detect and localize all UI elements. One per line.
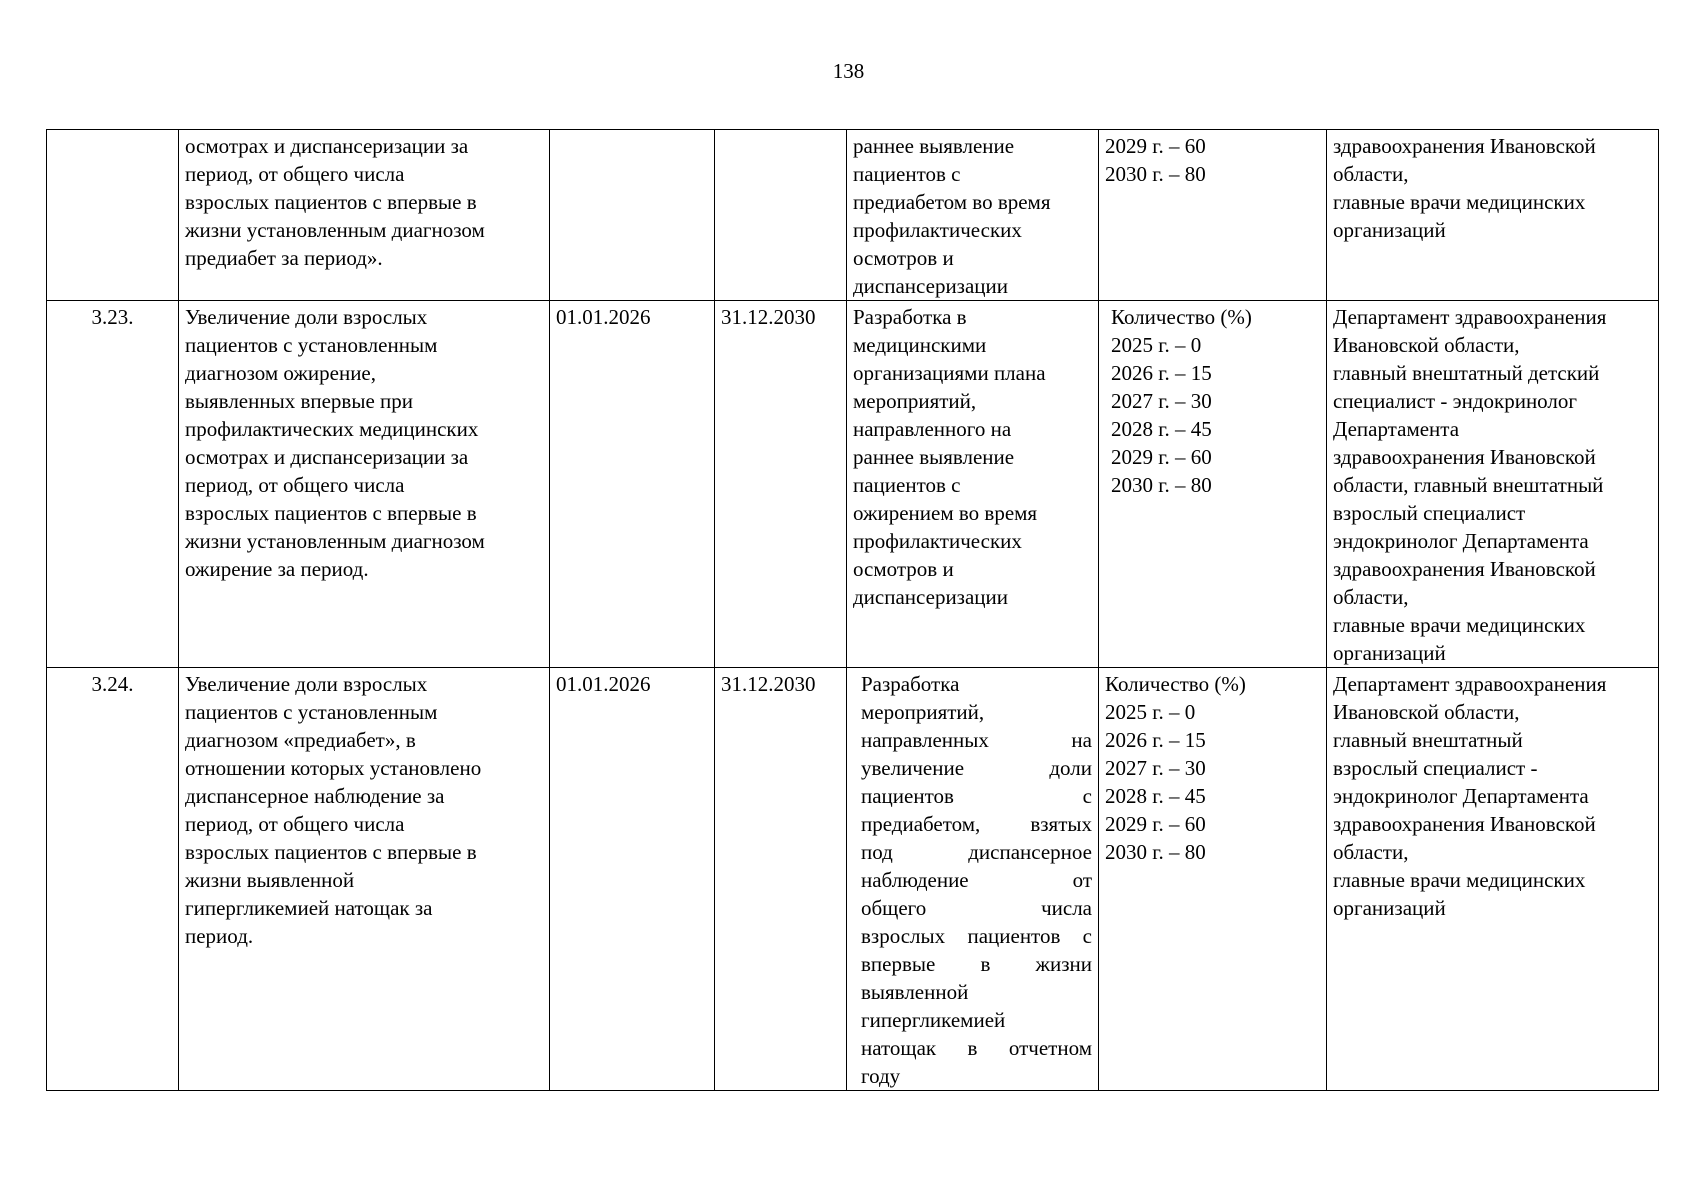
measure-cell-line: направленного на [853, 417, 1012, 441]
responsible-cell-line: организаций [1333, 218, 1446, 242]
measure-cell-line: диспансеризации [853, 274, 1009, 298]
measure-cell-line: ожирением во время [853, 501, 1038, 525]
responsible-cell-line: взрослый специалист - [1333, 756, 1538, 780]
table-row-3-23 [47, 301, 1659, 668]
description-cell-line: осмотрах и диспансеризации за [185, 134, 469, 158]
end-date-cell [715, 668, 847, 1091]
measure-cell-line: мероприятий, [853, 389, 977, 413]
description-cell-line: осмотрах и диспансеризации за [185, 445, 469, 469]
measure-cell [847, 668, 1099, 1091]
responsible-cell-line: эндокринолог Департамента [1333, 529, 1589, 553]
measure-cell-line: предиабетом, взятых [861, 812, 1092, 836]
description-cell [179, 301, 550, 668]
indicator-cell-line: 2029 г. – 60 [1111, 445, 1212, 469]
description-cell-line: взрослых пациентов с впервые в [185, 840, 477, 864]
end-date-cell-text: 31.12.2030 [721, 305, 816, 329]
responsible-cell [1327, 130, 1659, 301]
measure-cell-line: направленных на [861, 728, 1092, 752]
indicator-cell-line: Количество (%) [1111, 305, 1252, 329]
start-date-cell-text: 01.01.2026 [556, 672, 651, 696]
measure-cell-line: гипергликемией [861, 1008, 1006, 1032]
responsible-cell-line: Ивановской области, [1333, 700, 1520, 724]
description-cell-line: профилактических медицинских [185, 417, 479, 441]
measure-cell-line: взрослых пациентов с [861, 924, 1092, 948]
description-cell-line: жизни установленным диагнозом [185, 529, 485, 553]
end-date-cell [715, 130, 847, 301]
measure-cell-line: году [861, 1064, 901, 1088]
indicator-cell-line: 2028 г. – 45 [1111, 417, 1212, 441]
responsible-cell-line: области, главный внештатный [1333, 473, 1604, 497]
description-cell-line: период. [185, 924, 254, 948]
start-date-cell-text: 01.01.2026 [556, 305, 651, 329]
measure-cell-line: наблюдение от [861, 868, 1092, 892]
measure-cell-line: пациентов с [853, 473, 961, 497]
table-row-3-24 [47, 668, 1659, 1091]
indicator-cell-line: 2026 г. – 15 [1105, 728, 1206, 752]
indicator-cell-line: 2025 г. – 0 [1111, 333, 1202, 357]
description-cell-line: гипергликемией натощак за [185, 896, 433, 920]
row-number-cell [47, 130, 179, 301]
measures-table [46, 129, 1659, 1091]
measure-cell [847, 130, 1099, 301]
responsible-cell-line: специалист - эндокринолог [1333, 389, 1578, 413]
measure-cell-line: профилактических [853, 218, 1022, 242]
responsible-cell-line: здравоохранения Ивановской [1333, 557, 1596, 581]
measure-cell-line: натощак в отчетном [861, 1036, 1092, 1060]
responsible-cell-line: Департамент здравоохранения [1333, 305, 1607, 329]
indicator-cell-line: 2027 г. – 30 [1105, 756, 1206, 780]
measure-cell-line: профилактических [853, 529, 1022, 553]
measure-cell-line: выявленной [861, 980, 969, 1004]
responsible-cell-line: Ивановской области, [1333, 333, 1520, 357]
description-cell [179, 668, 550, 1091]
responsible-cell-line: области, [1333, 585, 1409, 609]
description-cell-line: отношении которых установлено [185, 756, 482, 780]
table-row-continued [47, 130, 1659, 301]
start-date-cell [550, 668, 715, 1091]
responsible-cell-line: здравоохранения Ивановской [1333, 445, 1596, 469]
measure-cell-line: Разработка [861, 672, 960, 696]
indicator-cell [1099, 668, 1327, 1091]
measure-cell-line: пациентов с [853, 162, 961, 186]
description-cell-line: диагнозом «предиабет», в [185, 728, 416, 752]
responsible-cell-line: области, [1333, 162, 1409, 186]
measure-cell-line: организациями плана [853, 361, 1046, 385]
measure-cell-line: раннее выявление [853, 134, 1015, 158]
row-number-cell [47, 668, 179, 1091]
indicator-cell-line: 2025 г. – 0 [1105, 700, 1196, 724]
description-cell-line: диспансерное наблюдение за [185, 784, 445, 808]
description-cell-line: жизни выявленной [185, 868, 355, 892]
measure-cell [847, 301, 1099, 668]
responsible-cell-line: главный внештатный [1333, 728, 1523, 752]
description-cell-line: период, от общего числа [185, 812, 405, 836]
responsible-cell-line: здравоохранения Ивановской [1333, 812, 1596, 836]
start-date-cell [550, 301, 715, 668]
page-number: 138 [832, 59, 865, 83]
description-cell-line: Увеличение доли взрослых [185, 672, 428, 696]
measure-cell-line: под диспансерное [861, 840, 1092, 864]
responsible-cell-line: главные врачи медицинских [1333, 868, 1586, 892]
responsible-cell-line: главный внештатный детский [1333, 361, 1600, 385]
measure-cell-line: пациентов с [861, 784, 1092, 808]
row-number-cell-text: 3.23. [91, 305, 134, 329]
description-cell-line: ожирение за период. [185, 557, 369, 581]
description-cell-line: период, от общего числа [185, 473, 405, 497]
responsible-cell-line: области, [1333, 840, 1409, 864]
row-number-cell-text: 3.24. [91, 672, 134, 696]
measure-cell-line: раннее выявление [853, 445, 1015, 469]
responsible-cell-line: главные врачи медицинских [1333, 190, 1586, 214]
measure-cell-line: общего числа [861, 896, 1092, 920]
responsible-cell-line: организаций [1333, 896, 1446, 920]
start-date-cell [550, 130, 715, 301]
indicator-cell-line: 2026 г. – 15 [1111, 361, 1212, 385]
measure-cell-line: предиабетом во время [853, 190, 1051, 214]
description-cell-line: пациентов с установленным [185, 333, 438, 357]
indicator-cell-line: 2028 г. – 45 [1105, 784, 1206, 808]
description-cell-line: пациентов с установленным [185, 700, 438, 724]
responsible-cell-line: взрослый специалист [1333, 501, 1526, 525]
indicator-cell [1099, 301, 1327, 668]
indicator-cell-line: 2029 г. – 60 [1105, 812, 1206, 836]
description-cell-line: диагнозом ожирение, [185, 361, 376, 385]
row-number-cell [47, 301, 179, 668]
responsible-cell [1327, 301, 1659, 668]
indicator-cell-line: 2030 г. – 80 [1105, 162, 1206, 186]
measure-cell-line: медицинскими [853, 333, 987, 357]
indicator-cell-line: 2027 г. – 30 [1111, 389, 1212, 413]
description-cell-line: взрослых пациентов с впервые в [185, 190, 477, 214]
measure-cell-line: мероприятий, [861, 700, 985, 724]
responsible-cell-line: эндокринолог Департамента [1333, 784, 1589, 808]
end-date-cell-text: 31.12.2030 [721, 672, 816, 696]
responsible-cell-line: Департамента [1333, 417, 1460, 441]
measure-cell-line: Разработка в [853, 305, 967, 329]
description-cell-line: предиабет за период». [185, 246, 383, 270]
indicator-cell [1099, 130, 1327, 301]
description-cell [179, 130, 550, 301]
indicator-cell-line: 2030 г. – 80 [1105, 840, 1206, 864]
responsible-cell [1327, 668, 1659, 1091]
end-date-cell [715, 301, 847, 668]
responsible-cell-line: главные врачи медицинских [1333, 613, 1586, 637]
description-cell-line: выявленных впервые при [185, 389, 414, 413]
measure-cell-line: диспансеризации [853, 585, 1009, 609]
measure-cell-line: осмотров и [853, 557, 954, 581]
measure-cell-line: впервые в жизни [861, 952, 1092, 976]
indicator-cell-line: Количество (%) [1105, 672, 1246, 696]
description-cell-line: период, от общего числа [185, 162, 405, 186]
description-cell-line: Увеличение доли взрослых [185, 305, 428, 329]
responsible-cell-line: организаций [1333, 641, 1446, 665]
responsible-cell-line: Департамент здравоохранения [1333, 672, 1607, 696]
responsible-cell-line: здравоохранения Ивановской [1333, 134, 1596, 158]
description-cell-line: взрослых пациентов с впервые в [185, 501, 477, 525]
measure-cell-line: увеличение доли [861, 756, 1092, 780]
indicator-cell-line: 2029 г. – 60 [1105, 134, 1206, 158]
indicator-cell-line: 2030 г. – 80 [1111, 473, 1212, 497]
measure-cell-line: осмотров и [853, 246, 954, 270]
description-cell-line: жизни установленным диагнозом [185, 218, 485, 242]
